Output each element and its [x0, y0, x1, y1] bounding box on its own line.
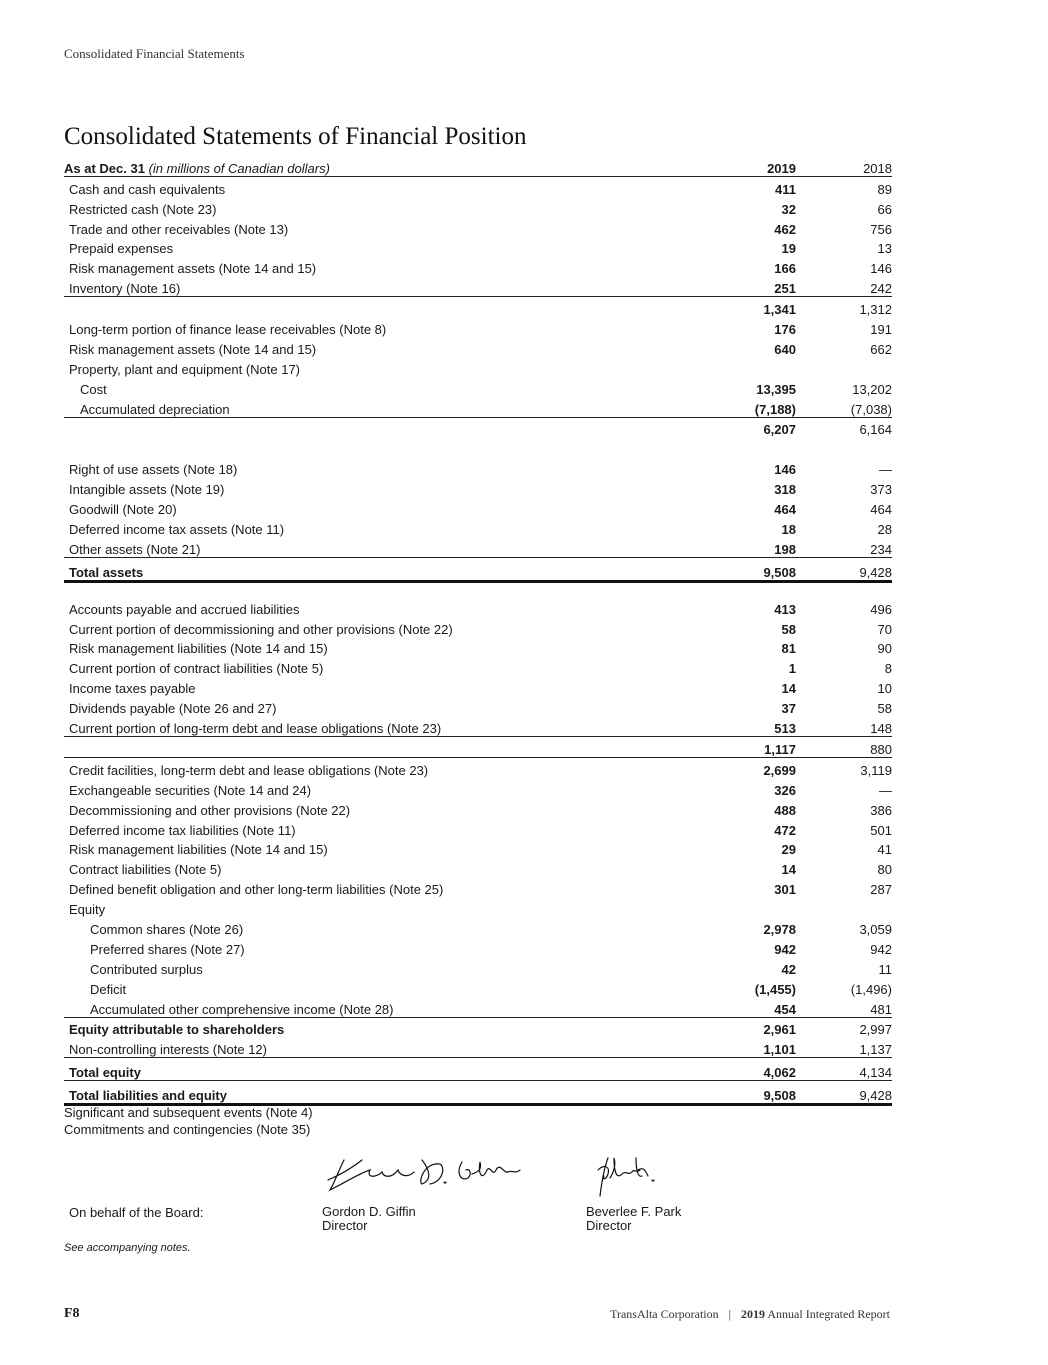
value-2019: 176	[774, 322, 796, 338]
row-label: Inventory (Note 16)	[64, 276, 700, 296]
row-label	[64, 297, 700, 317]
value-2019: 4,062	[700, 1058, 796, 1081]
value-2019: 29	[781, 842, 796, 858]
value-2019: 488	[774, 802, 796, 818]
row-label: Deferred income tax liabilities (Note 11)	[69, 822, 296, 838]
row-label: Other assets (Note 21)	[64, 537, 700, 557]
value-2019: 640	[774, 341, 796, 357]
signer-1	[322, 1205, 416, 1233]
footer-report: Annual Integrated Report	[767, 1307, 890, 1321]
value-2019: 9,508	[700, 557, 796, 581]
signer-2-title: Director	[586, 1218, 632, 1233]
significant-events-note: Significant and subsequent events (Note 4)	[64, 1105, 313, 1120]
table-row	[64, 517, 892, 537]
footnotes	[64, 1104, 313, 1138]
table-row	[64, 176, 892, 196]
header-as-at: As at Dec. 31	[64, 160, 145, 176]
table-row	[64, 197, 892, 217]
row-label: Risk management assets (Note 14 and 15)	[69, 341, 317, 357]
row-label: Deferred income tax assets (Note 11)	[69, 521, 285, 537]
value-2019: 2,699	[763, 762, 796, 778]
table-row	[64, 656, 892, 676]
value-2019: 37	[781, 701, 796, 717]
row-label: Preferred shares (Note 27)	[90, 941, 245, 957]
value-2019: 1,117	[700, 737, 796, 758]
value-2019: 413	[774, 601, 796, 617]
row-label: Risk management liabilities (Note 14 and 15)	[69, 842, 328, 858]
table-row	[64, 1017, 892, 1037]
row-label: Accounts payable and accrued liabilities	[69, 601, 300, 617]
subtotal-row	[64, 297, 892, 317]
row-label: Deficit	[90, 981, 127, 997]
value-2018: 3,119	[860, 762, 892, 778]
signer-2	[586, 1205, 681, 1233]
value-2019: 2,978	[763, 921, 796, 937]
value-2018: 501	[870, 822, 892, 838]
header-unit: (in millions of Canadian dollars)	[148, 160, 330, 176]
value-2019: 42	[781, 961, 796, 977]
table-row	[64, 237, 892, 257]
footer-company: TransAlta Corporation	[610, 1307, 719, 1321]
value-2018: 148	[796, 716, 892, 736]
value-2019: 301	[774, 882, 796, 898]
value-2019: 318	[774, 482, 796, 498]
row-label: Intangible assets (Note 19)	[69, 482, 225, 498]
header-2018: 2018	[796, 156, 892, 176]
value-2019: 2,961	[763, 1022, 796, 1038]
value-2018: 287	[870, 882, 892, 898]
row-label: Total equity	[64, 1058, 700, 1081]
value-2018: 9,428	[796, 557, 892, 581]
value-2018: 58	[877, 701, 892, 717]
value-2018: 9,428	[796, 1081, 892, 1105]
table-row	[64, 757, 892, 777]
total-equity-row	[64, 1058, 892, 1081]
row-label: Equity	[69, 902, 106, 918]
value-2018: 13	[877, 241, 892, 257]
table-row	[64, 857, 892, 877]
value-2019: 513	[700, 716, 796, 736]
subtotal-row	[64, 737, 892, 758]
value-2018: 496	[870, 601, 892, 617]
table-row	[64, 477, 892, 497]
value-2018: 11	[878, 961, 892, 977]
table-row	[64, 877, 892, 897]
value-2018: 1,137	[796, 1037, 892, 1057]
value-2018: 4,134	[796, 1058, 892, 1081]
table-row	[64, 696, 892, 716]
row-label: Dividends payable (Note 26 and 27)	[69, 701, 277, 717]
value-2019: 14	[781, 862, 796, 878]
value-2018: 8	[884, 661, 892, 677]
value-2018: 13,202	[852, 381, 892, 397]
row-label: Credit facilities, long-term debt and lease obligations (Note 23)	[69, 762, 429, 778]
board-label: On behalf of the Board:	[69, 1205, 204, 1220]
value-2018: 481	[796, 997, 892, 1017]
page-number: F8	[64, 1306, 80, 1321]
row-label: Income taxes payable	[69, 681, 196, 697]
value-2018: (7,038)	[796, 397, 892, 417]
value-2019: 1	[788, 661, 796, 677]
row-label: Defined benefit obligation and other long-term liabilities (Note 25)	[69, 882, 444, 898]
commitments-note: Commitments and contingencies (Note 35)	[64, 1122, 311, 1137]
table-row	[64, 377, 892, 397]
table-row	[64, 818, 892, 838]
value-2019: 6,207	[763, 422, 796, 438]
footer-year: 2019	[741, 1307, 766, 1321]
row-label: Accumulated other comprehensive income (Note 28)	[64, 997, 700, 1017]
table-row	[64, 917, 892, 937]
value-2019: 18	[781, 521, 796, 537]
row-label: Restricted cash (Note 23)	[69, 201, 217, 217]
subtotal-row	[64, 417, 892, 437]
table-row	[64, 597, 892, 617]
table-row	[64, 977, 892, 997]
value-2019: 251	[700, 276, 796, 296]
signature-gordon-giffin	[322, 1152, 532, 1194]
row-label: Common shares (Note 26)	[90, 921, 244, 937]
row-label: Non-controlling interests (Note 12)	[64, 1037, 700, 1057]
value-2018: 191	[870, 322, 892, 338]
value-2018: 3,059	[859, 921, 892, 937]
value-2018: 880	[796, 737, 892, 758]
table-row	[64, 637, 892, 657]
table-row	[64, 716, 892, 736]
value-2019: (1,455)	[754, 981, 796, 997]
value-2018: 386	[870, 802, 892, 818]
table-row	[64, 798, 892, 818]
see-accompanying-notes: See accompanying notes.	[64, 1242, 191, 1254]
spacer-row	[64, 437, 892, 457]
value-2019: (7,188)	[700, 397, 796, 417]
spacer-row	[64, 581, 892, 597]
value-2019: 14	[781, 681, 796, 697]
value-2018: 1,312	[859, 302, 892, 318]
value-2019: 32	[781, 201, 796, 217]
row-label: Cost	[80, 381, 107, 397]
row-label: Current portion of long-term debt and lease obligations (Note 23)	[64, 716, 700, 736]
table-row	[64, 497, 892, 517]
total-assets-row	[64, 557, 892, 581]
row-label	[64, 417, 700, 437]
value-2019: 462	[774, 221, 796, 237]
value-2019: 942	[774, 941, 796, 957]
row-label: Property, plant and equipment (Note 17)	[69, 361, 301, 377]
value-2018: 942	[870, 941, 892, 957]
page-title: Consolidated Statements of Financial Position	[64, 123, 527, 150]
value-2018: 90	[877, 641, 892, 657]
total-liabilities-equity-row	[64, 1081, 892, 1105]
table-header-row	[64, 156, 892, 176]
value-2018: (1,496)	[850, 981, 892, 997]
signature-beverlee-park	[592, 1150, 662, 1202]
value-2018: 66	[877, 201, 892, 217]
table-row	[64, 337, 892, 357]
value-2018: 10	[877, 681, 892, 697]
value-2019: 19	[781, 241, 796, 257]
row-label: Goodwill (Note 20)	[69, 502, 177, 518]
row-label: Exchangeable securities (Note 14 and 24)	[69, 782, 312, 798]
value-2019: 472	[774, 822, 796, 838]
value-2018: 373	[870, 482, 892, 498]
value-2018: —	[879, 782, 892, 798]
row-label: Cash and cash equivalents	[69, 181, 226, 197]
table-row	[64, 778, 892, 798]
value-2019: 146	[774, 462, 796, 478]
row-label: Contract liabilities (Note 5)	[69, 862, 222, 878]
table-row	[64, 276, 892, 296]
row-label	[64, 737, 700, 758]
value-2019: 198	[700, 537, 796, 557]
row-label: Right of use assets (Note 18)	[69, 462, 238, 478]
value-2019: 58	[781, 621, 796, 637]
row-label: Long-term portion of finance lease receivables (Note 8)	[69, 322, 387, 338]
value-2018: 146	[870, 261, 892, 277]
row-label: Total assets	[64, 557, 700, 581]
table-row	[64, 537, 892, 557]
value-2019: 326	[774, 782, 796, 798]
value-2019: 464	[774, 502, 796, 518]
table-row	[64, 617, 892, 637]
row-label: Decommissioning and other provisions (Note 22)	[69, 802, 351, 818]
row-label: Accumulated depreciation	[64, 397, 700, 417]
header-label	[64, 156, 700, 176]
table-row	[64, 676, 892, 696]
value-2018: 6,164	[859, 422, 892, 438]
value-2019: 411	[775, 181, 796, 197]
value-2018: 234	[796, 537, 892, 557]
value-2019: 9,508	[700, 1081, 796, 1105]
row-label: Current portion of contract liabilities (Note 5)	[69, 661, 324, 677]
table-row	[64, 357, 892, 377]
table-row	[64, 997, 892, 1017]
row-label: Contributed surplus	[90, 961, 203, 977]
row-label: Risk management assets (Note 14 and 15)	[69, 261, 317, 277]
signer-1-name: Gordon D. Giffin	[322, 1204, 416, 1219]
value-2018: 242	[796, 276, 892, 296]
footer-separator: |	[728, 1307, 732, 1321]
table-row	[64, 217, 892, 237]
value-2019: 1,341	[763, 302, 796, 318]
value-2018: 28	[877, 521, 892, 537]
signer-2-name: Beverlee F. Park	[586, 1204, 682, 1219]
table-row	[64, 1037, 892, 1057]
table-row	[64, 457, 892, 477]
value-2018: 80	[877, 862, 892, 878]
value-2018: 756	[870, 221, 892, 237]
signer-1-title: Director	[322, 1218, 368, 1233]
table-row	[64, 317, 892, 337]
value-2018: 464	[870, 502, 892, 518]
footer-report-info	[610, 1307, 890, 1322]
value-2018: 70	[877, 621, 892, 637]
value-2019: 1,101	[700, 1037, 796, 1057]
value-2018: 89	[877, 181, 892, 197]
value-2019: 454	[700, 997, 796, 1017]
row-label: Trade and other receivables (Note 13)	[69, 221, 289, 237]
row-label: Current portion of decommissioning and other provisions (Note 22)	[69, 621, 453, 637]
value-2018: —	[879, 462, 892, 478]
row-label: Risk management liabilities (Note 14 and 15)	[69, 641, 328, 657]
value-2019: 81	[781, 641, 796, 657]
row-label: Total liabilities and equity	[64, 1081, 700, 1105]
table-row	[64, 897, 892, 917]
table-row	[64, 838, 892, 858]
row-label: Equity attributable to shareholders	[69, 1022, 285, 1038]
table-row	[64, 256, 892, 276]
financial-position-table	[64, 156, 892, 1106]
table-row	[64, 937, 892, 957]
value-2018: 2,997	[859, 1022, 892, 1038]
table-row	[64, 957, 892, 977]
table-row	[64, 397, 892, 417]
header-2019: 2019	[700, 156, 796, 176]
value-2018: 41	[877, 842, 892, 858]
value-2019: 13,395	[756, 381, 796, 397]
running-head: Consolidated Financial Statements	[64, 46, 245, 61]
value-2019: 166	[774, 261, 796, 277]
row-label: Prepaid expenses	[69, 241, 174, 257]
value-2018: 662	[870, 341, 892, 357]
